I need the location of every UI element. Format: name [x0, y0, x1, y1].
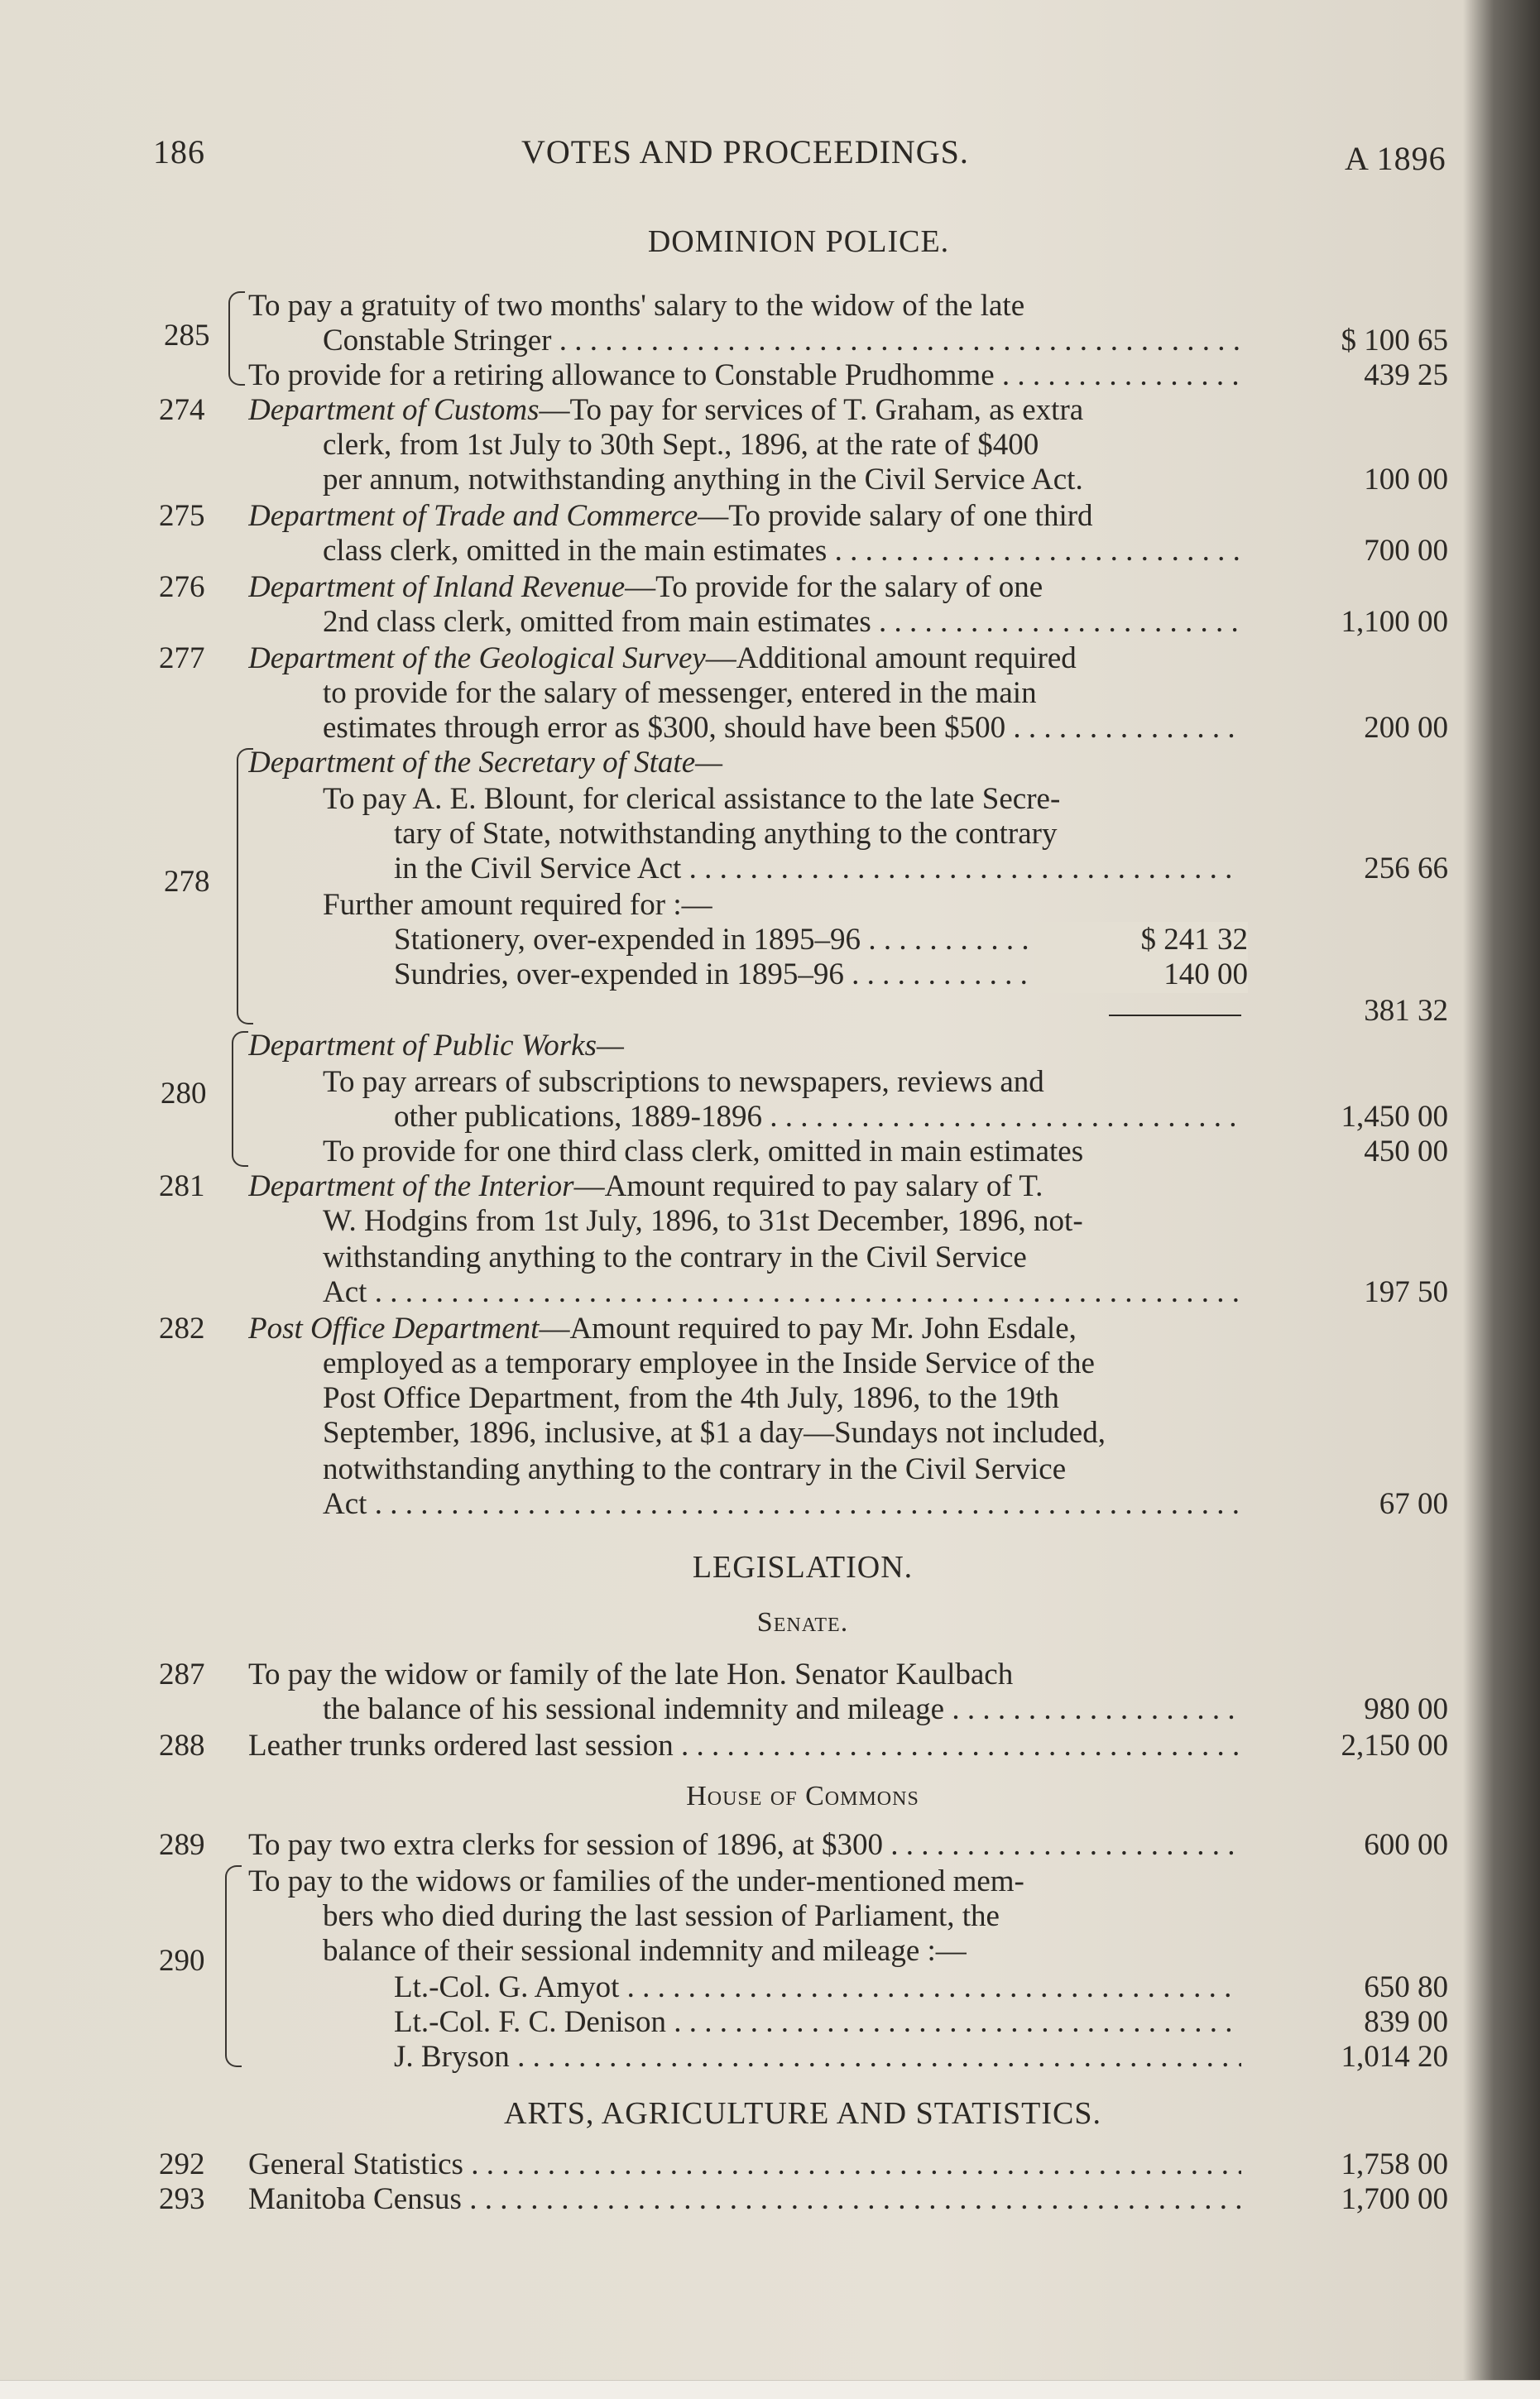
item-number-280: 280	[161, 1077, 207, 1111]
line: 381 32	[1364, 994, 1448, 1028]
line: To provide for a retiring allowance to Constable Prudhomme . . . 439 25	[0, 357, 1473, 394]
item-number-278: 278	[164, 865, 210, 899]
section-legislation: LEGISLATION.	[692, 1550, 914, 1585]
line: class clerk, omitted in the main estimates . . . 700 00	[0, 533, 1473, 569]
session-year: A 1896	[1345, 140, 1446, 177]
line: the balance of his sessional indemnity and mileage . . . 980 00	[0, 1691, 1473, 1728]
line: withstanding anything to the contrary in the Civil Service	[323, 1240, 1027, 1274]
line: tary of State, notwithstanding anything to the contrary	[394, 817, 1058, 851]
line: notwithstanding anything to the contrary in the Civil Service	[323, 1452, 1067, 1486]
line: 2nd class clerk, omitted from main estimates . . . 1,100 00	[0, 604, 1473, 641]
brace-290	[225, 1865, 242, 2067]
section-dominion-police: DOMINION POLICE.	[647, 224, 950, 259]
line: 288 Leather trunks ordered last session . . . 2,150 00	[0, 1728, 1473, 1764]
line: September, 1896, inclusive, at $1 a day—Sundays not included,	[323, 1416, 1106, 1450]
line: balance of their sessional indemnity and mileage :—	[323, 1934, 967, 1968]
line: 282 Post Office Department—Amount required to pay Mr. John Esdale,	[159, 1312, 1077, 1346]
line: bers who died during the last session of Parliament, the	[323, 1899, 1000, 1933]
line: W. Hodgins from 1st July, 1896, to 31st December, 1896, not-	[323, 1204, 1083, 1238]
line: To pay a gratuity of two months' salary to the widow of the late	[248, 289, 1025, 323]
line: 275 Department of Trade and Commerce—To provide salary of one third	[159, 499, 1093, 533]
line: J. Bryson . . . 1,014 20	[0, 2039, 1473, 2075]
line: To provide for one third class clerk, omitted in main estimates 450 00	[323, 1135, 1448, 1168]
line: Act . . . 197 50	[0, 1274, 1473, 1311]
line: employed as a temporary employee in the Inside Service of the	[323, 1346, 1095, 1380]
line: To pay to the widows or families of the under-mentioned mem-	[248, 1864, 1024, 1898]
line: to provide for the salary of messenger, entered in the main	[323, 676, 1037, 710]
line: other publications, 1889-1896 . . . 1,450 00	[0, 1099, 1473, 1135]
line: Department of the Secretary of State—	[248, 746, 723, 780]
brace-278	[237, 748, 253, 1024]
line: 274 Department of Customs—To pay for services of T. Graham, as extra	[159, 393, 1084, 427]
line: Department of Public Works—	[248, 1029, 624, 1063]
running-title: VOTES AND PROCEEDINGS.	[521, 133, 969, 170]
section-arts-agriculture-statistics: ARTS, AGRICULTURE AND STATISTICS.	[504, 2096, 1101, 2131]
brace-285	[228, 291, 245, 386]
line: 276 Department of Inland Revenue—To provide for the salary of one	[159, 570, 1043, 604]
item-number-290: 290	[159, 1944, 205, 1978]
line: 292 General Statistics . . . 1,758 00	[0, 2147, 1473, 2183]
line: estimates through error as $300, should have been $500 . . . 200 00	[0, 710, 1473, 746]
line: clerk, from 1st July to 30th Sept., 1896, at the rate of $400	[323, 428, 1039, 462]
line: in the Civil Service Act . . . 256 66	[0, 851, 1473, 887]
subsection-senate: Senate.	[756, 1607, 849, 1638]
line: 289 To pay two extra clerks for session of 1896, at $300 . . . 600 00	[0, 1827, 1473, 1864]
item-number-285: 285	[164, 319, 210, 353]
line: Post Office Department, from the 4th July, 1896, to the 19th	[323, 1381, 1059, 1415]
subsection-house-of-commons: House of Commons	[686, 1781, 919, 1811]
line: 287 To pay the widow or family of the late Hon. Senator Kaulbach	[159, 1658, 1014, 1691]
line: Lt.-Col. F. C. Denison . . . 839 00	[0, 2004, 1473, 2041]
line: Constable Stringer . . . $ 100 65	[0, 323, 1473, 359]
line: Act . . . 67 00	[0, 1486, 1473, 1523]
line: Sundries, over-expended in 1895–96 . . . 140 00	[0, 957, 1473, 993]
line: Stationery, over-expended in 1895–96 . . . $ 241 32	[0, 922, 1473, 958]
line: 281 Department of the Interior—Amount required to pay salary of T.	[159, 1169, 1043, 1203]
line: To pay arrears of subscriptions to newspapers, reviews and	[323, 1065, 1044, 1099]
bottom-margin-strip	[0, 2380, 1540, 2399]
line: per annum, notwithstanding anything in the Civil Service Act. 100 00	[323, 463, 1448, 497]
line: 293 Manitoba Census . . . 1,700 00	[0, 2181, 1473, 2218]
line: Lt.-Col. G. Amyot . . . 650 80	[0, 1970, 1473, 2006]
page-number: 186	[153, 133, 205, 170]
brace-280	[232, 1031, 248, 1167]
line: 277 Department of the Geological Survey—Additional amount required	[159, 641, 1077, 675]
line: Further amount required for :—	[323, 888, 712, 922]
line: To pay A. E. Blount, for clerical assistance to the late Secre-	[323, 782, 1061, 816]
